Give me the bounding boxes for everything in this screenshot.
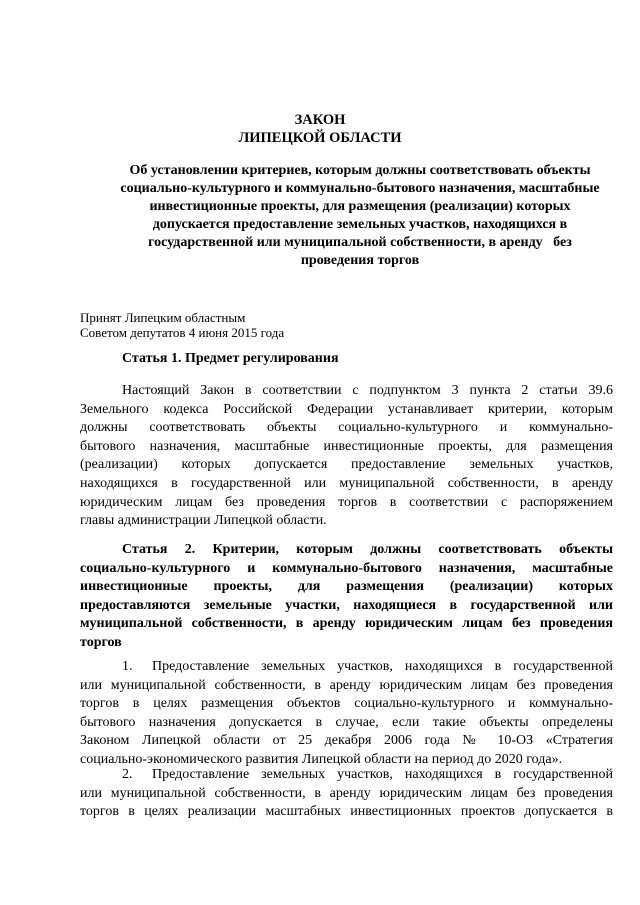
subject-line: социально-культурного и коммунально-бытового назначения, масштабные <box>120 181 600 196</box>
text-line: бытового назначения, масштабные инвестиционные проекты, для размещения <box>80 438 613 454</box>
heading-line: социально-культурного и коммунально-бытового назначения, масштабные <box>80 560 613 576</box>
heading-line: муниципальной собственности, в аренду юридическим лицам без проведения <box>80 616 613 632</box>
item-number: 1. <box>122 659 133 674</box>
law-region: ЛИПЕЦКОЙ ОБЛАСТИ <box>238 130 402 146</box>
subject-line: государственной или муниципальной собственности, в аренду без <box>148 235 572 250</box>
text-line: Настоящий Закон в соответствии с подпунктом 3 пункта 2 статьи 39.6 <box>122 383 613 398</box>
text-line: Законом Липецкой области от 25 декабря 2006 года № 10-ОЗ «Стратегия <box>80 733 613 749</box>
text-line: Предоставление земельных участков, находящихся в государственной <box>152 767 613 782</box>
text-line: находящихся в государственной или муниципальной собственности, в аренду <box>80 475 613 491</box>
item-number: 2. <box>122 767 133 782</box>
text-line: Предоставление земельных участков, находящихся в государственной <box>152 659 613 674</box>
heading-line: инвестиционные проекты, для размещения (реализации) которых <box>80 579 613 595</box>
heading-line: предоставляются земельные участки, находящиеся в государственной или <box>80 597 613 613</box>
text-line: социально-экономического развития Липецкой области на период до 2020 года». <box>80 751 563 767</box>
text-line: должны соответствовать объекты социально-культурного и коммунально- <box>80 420 613 436</box>
article-2-item-2 <box>80 766 613 822</box>
article-2-item-1 <box>80 658 613 770</box>
article-2-heading <box>80 541 613 653</box>
text-line: (реализации) которых допускается предоставление земельных участков, <box>80 457 613 473</box>
law-title: ЗАКОН <box>294 112 346 128</box>
adoption-line: Советом депутатов 4 июня 2015 года <box>80 325 285 340</box>
adoption-line: Принят Липецким областным <box>80 310 246 325</box>
heading-line: Статья 2. Критерии, которым должны соответствовать объекты <box>122 542 613 557</box>
law-subject <box>80 162 640 270</box>
text-line: главы администрации Липецкой области. <box>80 513 327 529</box>
text-line: бытового назначения допускается в случае, если такие объекты определены <box>80 714 613 730</box>
item-first-line <box>80 766 613 785</box>
text-line: юридическим лицам без проведения торгов в соответствии с распоряжением <box>80 494 613 510</box>
subject-line: допускается предоставление земельных участков, находящихся в <box>152 217 568 232</box>
subject-line: проведения торгов <box>300 253 420 268</box>
article-1-heading: Статья 1. Предмет регулирования <box>122 351 339 366</box>
text-line: Земельного кодекса Российской Федерации устанавливает критерии, которым <box>80 401 613 417</box>
subject-line: инвестиционные проекты, для размещения (реализации) которых <box>149 199 571 214</box>
article-1-text <box>80 382 613 531</box>
text-line: или муниципальной собственности, в аренду юридическим лицам без проведения <box>80 677 613 693</box>
subject-line: Об установлении критериев, которым должны соответствовать объекты <box>129 163 591 178</box>
adoption-note <box>80 310 284 340</box>
item-first-line <box>80 658 613 677</box>
heading-line: торгов <box>80 634 122 650</box>
text-line: торгов в целях реализации масштабных инвестиционных проектов допускается в <box>80 804 613 820</box>
text-line: торгов в целях размещения объектов социально-культурного и коммунально- <box>80 696 613 712</box>
text-line: или муниципальной собственности, в аренду юридическим лицам без проведения <box>80 785 613 801</box>
